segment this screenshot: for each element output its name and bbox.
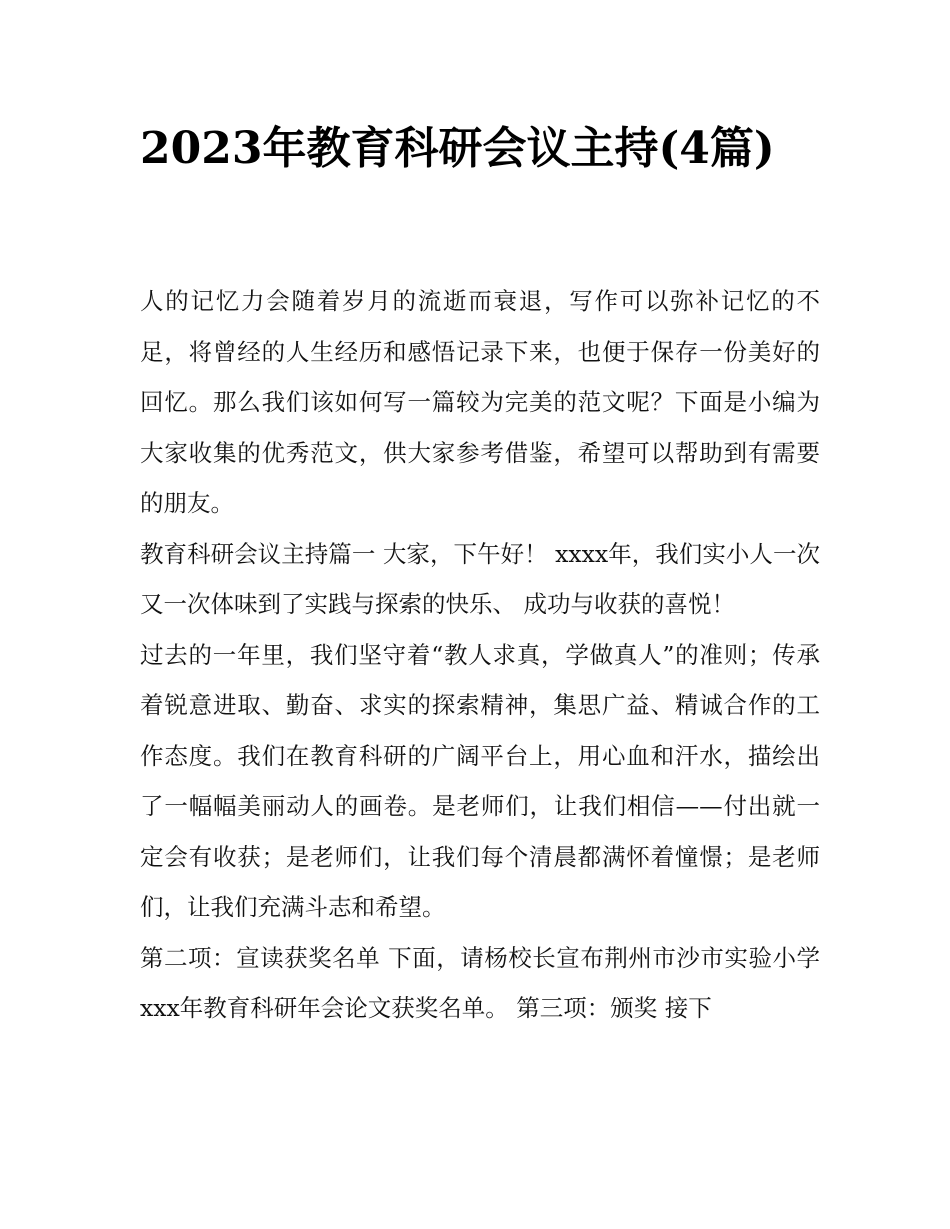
paragraph-opening: 教育科研会议主持篇一 大家，下午好！ xxxx年，我们实小人一次又一次体味到了实践与探索的快乐、 成功与收获的喜悦！ <box>140 539 820 618</box>
paragraph-agenda: 第二项：宣读获奖名单 下面，请杨校长宣布荆州市沙市实验小学xxx年教育科研年会论文获奖名单。 第三项：颁奖 接下 <box>140 943 820 1022</box>
paragraph-review: 过去的一年里，我们坚守着“教人求真，学做真人”的准则；传承着锐意进取、勤奋、求实的探索精神，集思广益、精诚合作的工作态度。我们在教育科研的广阔平台上，用心血和汗水，描绘出了一幅幅美丽动人的画卷。是老师们，让我们相信——付出就一定会有收获；是老师们，让我们每个清晨都满怀着憧憬；是老师们，让我们充满斗志和希望。 <box>140 640 820 921</box>
paragraph-intro: 人的记忆力会随着岁月的流逝而衰退，写作可以弥补记忆的不足，将曾经的人生经历和感悟记录下来，也便于保存一份美好的回忆。那么我们该如何写一篇较为完美的范文呢？下面是小编为大家收集的优秀范文，供大家参考借鉴，希望可以帮助到有需要的朋友。 <box>140 287 820 517</box>
document-body <box>140 276 820 1034</box>
document-title: 2023年教育科研会议主持(4篇) <box>140 123 775 174</box>
